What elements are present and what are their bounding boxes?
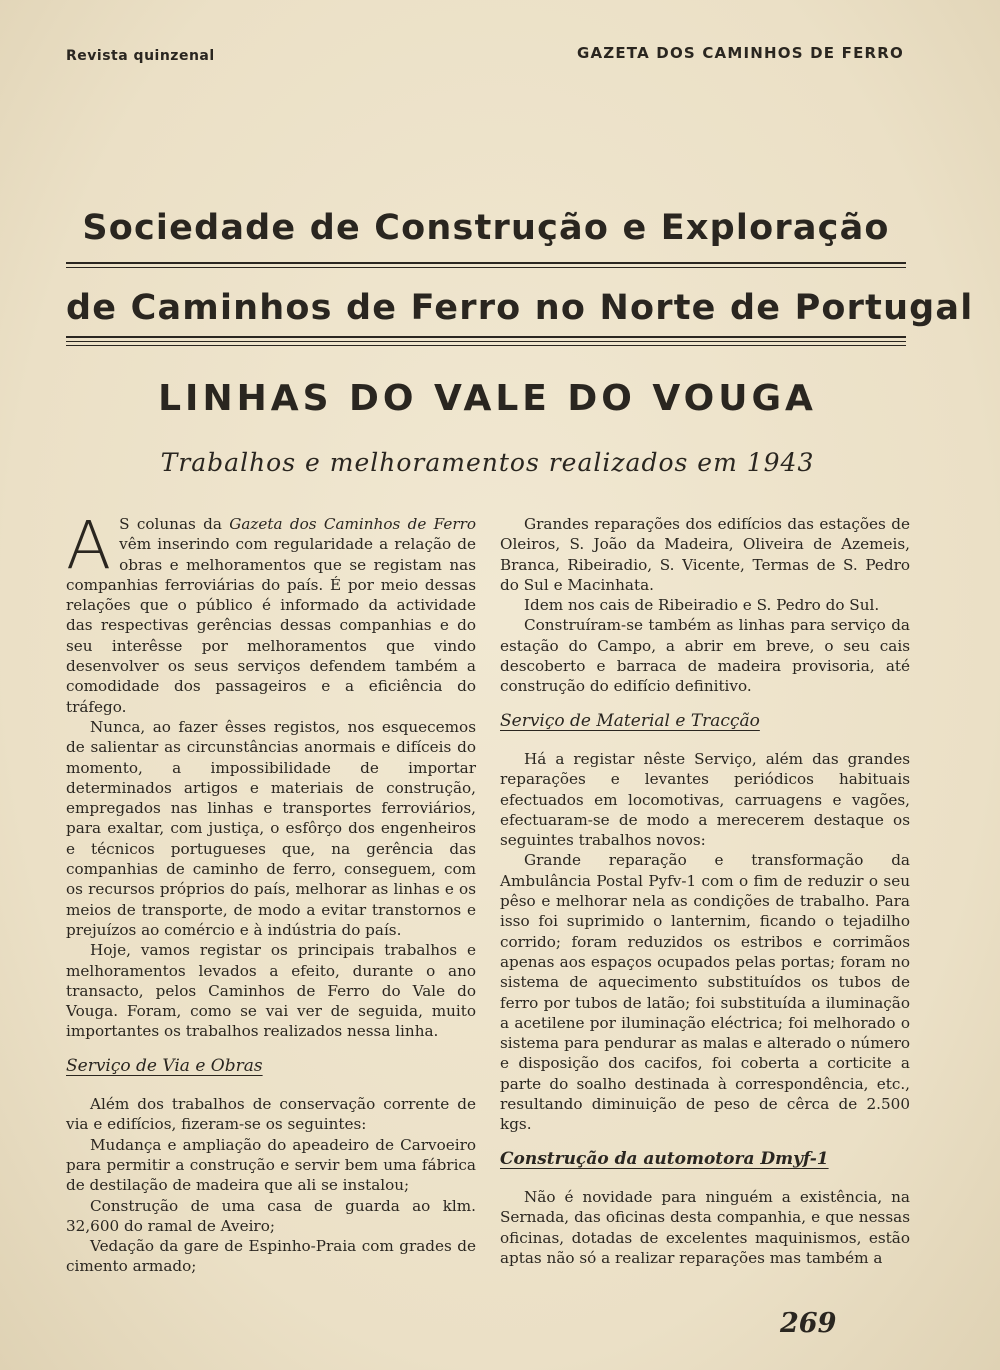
section-heading-automotora: Construção da automotora Dmyf-1 (500, 1148, 829, 1169)
header-periodicity: Revista quinzenal (66, 48, 215, 64)
title-rule-bottom-2 (66, 341, 906, 342)
section-heading-material-traccao: Serviço de Material e Tracção (500, 710, 760, 731)
title-rule-bottom-1 (66, 336, 906, 338)
intro-paragraph (66, 507, 476, 717)
paragraph: Vedação da gare de Espinho-Praia com grades de cimento armado; (66, 1237, 476, 1276)
title-line-2: de Caminhos de Ferro no Norte de Portugal (66, 288, 974, 328)
paragraph: Não é novidade para ninguém a existência, na Sernada, das oficinas desta companhia, e que nessas oficinas, dotadas de excelentes maquinismos, estão aptas não só a realizar reparações mas também a (500, 1187, 910, 1267)
intro-lead: S colunas da (119, 515, 230, 533)
paragraph: Além dos trabalhos de conservação corrente de via e edifícios, fizeram-se os seguintes: (66, 1095, 476, 1134)
title-rule-top-2 (66, 267, 906, 268)
publication-reference: Gazeta dos Caminhos de Ferro (229, 515, 476, 533)
drop-cap: A (66, 507, 112, 584)
paragraph: Grande reparação e transformação da Ambulância Postal Pyfv-1 com o fim de reduzir o seu pêso e melhorar nela as condições de trabalho. Para isso foi suprimido o lanternim, ficando o tejadilho corrido; foram reduzidos os estribos e corrimãos apenas aos espaços ocupados pelas portas; foram no sistema de aquecimento substituídos os tubos de ferro por tubos de latão; foi substituída a iluminação a acetilene por iluminação eléctrica; foi melhorado o sistema para pendurar as malas e alterado o número e disposição dos cacifos, foi coberta a corticite a parte do soalho destinada à correspondência, etc., resultando diminuição de peso de cêrca de 2.500 kgs. (500, 851, 910, 1134)
title-line-1: Sociedade de Construção e Exploração (82, 208, 890, 248)
right-column (500, 514, 910, 1268)
paragraph: Idem nos cais de Ribeiradio e S. Pedro do Sul. (524, 596, 880, 615)
header-publication-name: GAZETA DOS CAMINHOS DE FERRO (576, 44, 904, 62)
article-subtitle: LINHAS DO VALE DO VOUGA (158, 378, 817, 419)
paragraph: Nunca, ao fazer êsses registos, nos esquecemos de salientar as circunstâncias anormais e difíceis do momento, a impossibilidade de importar determinados artigos e materiais de construção, empregados nas linhas e transportes ferroviários, para exaltar, com justiça, o esfôrço dos engenheiros e técnicos portugueses que, na gerência das companhias de caminho de ferro, conseguem, com os recursos próprios do país, melhorar as linhas e os meios de transporte, de modo a evitar transtornos e prejuízos ao comércio e à indústria do país. (66, 717, 476, 939)
paragraph: Hoje, vamos registar os principais trabalhos e melhoramentos levados a efeito, durante o ano transacto, pelos Caminhos de Ferro do Vale do Vouga. Foram, como se vai ver de seguida, muito importantes os trabalhos realizados nessa linha. (66, 941, 476, 1041)
article-subheading: Trabalhos e melhoramentos realizados em 1943 (160, 448, 815, 477)
page-number: 269 (780, 1308, 837, 1339)
section-heading-via-obras: Serviço de Via e Obras (66, 1055, 263, 1076)
intro-text: vêm inserindo com regularidade a relação de obras e melhoramentos que se registam nas companhias ferroviárias do país. É por meio dessas relações que o público é informado da actividade das respectivas gerências dessas companhias e do seu interêsse por melhoramentos que vindo desenvolver os seus serviços defendem também a comodidade dos passageiros e a eficiência do tráfego. (66, 535, 476, 716)
title-rule-top-1 (66, 262, 906, 264)
paragraph: Há a registar nêste Serviço, além das grandes reparações e levantes periódicos habituais efectuados em locomotivas, carruagens e vagões, efectuaram-se de modo a merecerem destaque os seguintes trabalhos novos: (500, 749, 910, 850)
left-column (66, 507, 476, 1277)
paragraph: Construção de uma casa de guarda ao klm. 32,600 do ramal de Aveiro; (66, 1196, 476, 1235)
title-rule-bottom-3 (66, 345, 906, 346)
paragraph: Mudança e ampliação do apeadeiro de Carvoeiro para permitir a construção e servir bem uma fábrica de destilação de madeira que ali se instalou; (66, 1135, 476, 1195)
paragraph: Grandes reparações dos edifícios das estações de Oleiros, S. João da Madeira, Oliveira de Azemeis, Branca, Ribeiradio, S. Vicente, Termas de S. Pedro do Sul e Macinhata. (500, 515, 910, 594)
paragraph: Construíram-se também as linhas para serviço da estação do Campo, a abrir em breve, o seu cais descoberto e barraca de madeira provisoria, até construção do edifício definitivo. (500, 616, 910, 696)
